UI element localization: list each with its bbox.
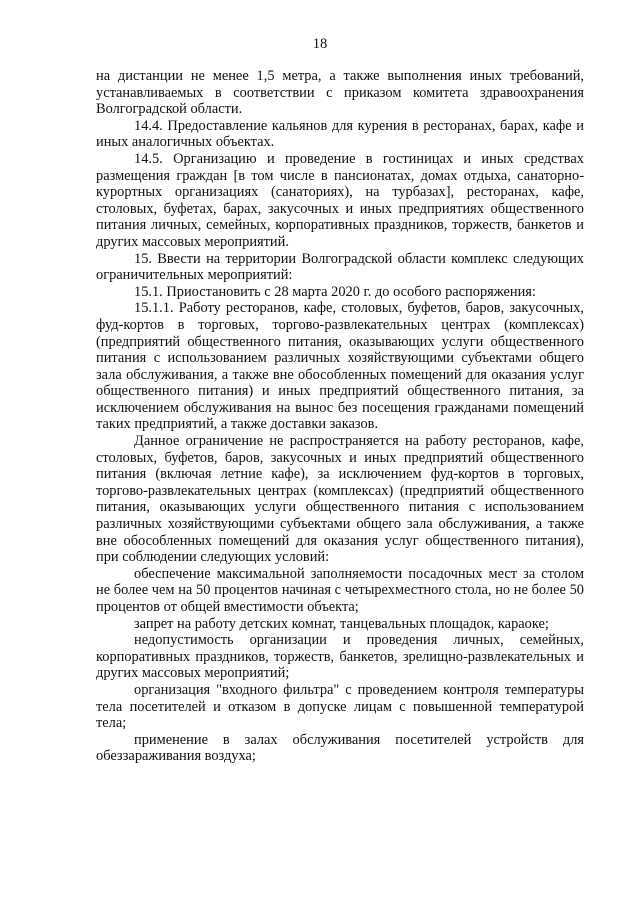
page-number: 18 (312, 36, 328, 52)
document-body (96, 68, 584, 765)
paragraph: 15.1.1. Работу ресторанов, кафе, столовых, буфетов, баров, закусочных, фуд-кортов в торговых, торгово-развлекательных центрах (комплексах) (предприятий общественного питания, оказывающих услуги общественного питания с использованием различных хозяйствующими субъектами общего зала обслуживания, а также вне обособленных помещений для оказания услуг общественного питания) и иных предприятий общественного питания, за исключением обслуживания на вынос без посещения гражданами помещений таких предприятий, а также доставки заказов. (96, 300, 584, 433)
paragraph: недопустимость организации и проведения личных, семейных, корпоративных праздников, торжеств, банкетов, зрелищно-развлекательных и других массовых мероприятий; (96, 632, 584, 682)
paragraph: 14.4. Предоставление кальянов для курения в ресторанах, барах, кафе и иных аналогичных объектах. (96, 117, 584, 151)
paragraph: запрет на работу детских комнат, танцевальных площадок, караоке; (134, 615, 549, 632)
paragraph: 14.5. Организацию и проведение в гостиницах и иных средствах размещения граждан [в том числе в пансионатах, домах отдыха, санаторно-курортных организациях (санаториях), на турбазах], ресторанах, кафе, столовых, буфетах, барах, закусочных и иных предприятиях общественного питания личных, семейных, корпоративных праздников, торжеств, банкетов и других массовых мероприятий. (96, 150, 584, 250)
paragraph: Данное ограничение не распространяется на работу ресторанов, кафе, столовых, буфетов, баров, закусочных и иных предприятий общественного питания (включая летние кафе), за исключением фуд-кортов в торговых, торгово-развлекательных центрах (комплексах) (предприятий общественного питания, оказывающих услуги общественного питания с использованием различных хозяйствующими субъектами общего зала обслуживания, а также вне обособленных помещений для оказания услуг общественного питания), при соблюдении следующих условий: (96, 433, 584, 566)
paragraph: 15. Ввести на территории Волгоградской области комплекс следующих ограничительных мероприятий: (96, 250, 584, 284)
paragraph: организация "входного фильтра" с проведением контроля температуры тела посетителей и отказом в допуске лицам с повышенной температурой тела; (96, 681, 584, 732)
paragraph: на дистанции не менее 1,5 метра, а также выполнения иных требований, устанавливаемых в соответствии с приказом комитета здравоохранения Волгоградской области. (96, 68, 584, 118)
paragraph: обеспечение максимальной заполняемости посадочных мест за столом не более чем на 50 процентов начиная с четырехместного стола, но не более 50 процентов от общей вместимости объекта; (96, 565, 584, 615)
paragraph: 15.1. Приостановить с 28 марта 2020 г. до особого распоряжения: (134, 283, 536, 300)
paragraph: применение в залах обслуживания посетителей устройств для обеззараживания воздуха; (96, 731, 584, 765)
